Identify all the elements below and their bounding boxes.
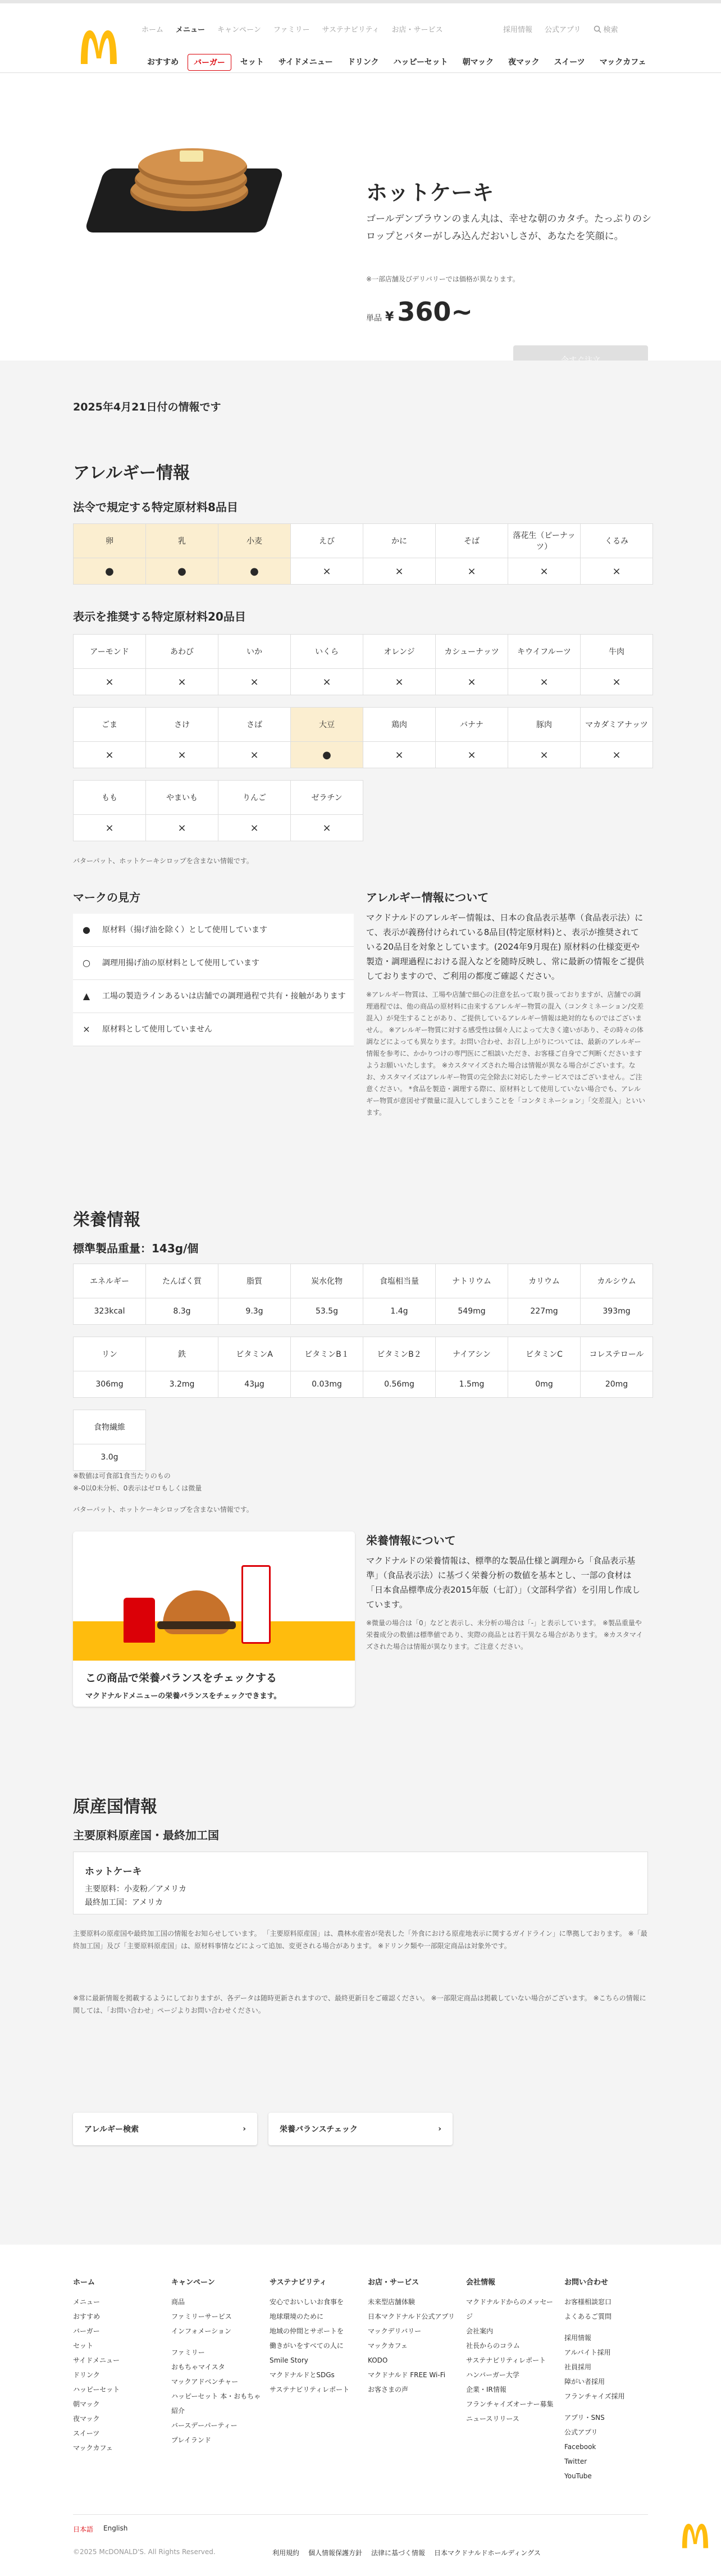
site-footer [0,2245,721,2576]
allergen-mark: ● [218,558,291,585]
allergen-name: 鶏肉 [363,707,436,742]
empty-cell [363,1410,435,1444]
footer-link[interactable]: 社長からのコラム [466,2342,520,2350]
footer-link[interactable]: スイーツ [73,2429,100,2437]
allergen-mark: × [363,668,436,695]
footer-link[interactable]: サステナビリティレポート [466,2356,546,2364]
nutrient-name: コレステロール [580,1337,653,1371]
burger-patty [157,1621,236,1629]
footer-link[interactable]: お客さまの声 [368,2386,409,2393]
nutrient-name: 食塩相当量 [363,1264,436,1298]
nutrient-value: 0mg [508,1371,581,1398]
nutrition-check-button[interactable] [268,2113,453,2145]
empty-cell [145,1410,218,1444]
nutrition-about [366,1531,647,1653]
nutrient-name: リン [73,1337,146,1371]
cat-night[interactable]: 夜マック [508,58,540,67]
footer-link[interactable]: ドリンク [73,2371,100,2379]
nutrient-value: 0.03mg [290,1371,363,1398]
nutrient-value: 20mg [580,1371,653,1398]
nutrient-value: 43μg [218,1371,291,1398]
card-subtitle: マクドナルドメニューの栄養バランスをチェックできます。 [85,1692,281,1700]
nutrition-title: 栄養情報 [73,1210,140,1230]
allergen-mark: × [218,741,291,768]
allergen-mark: × [435,558,508,585]
footer-link[interactable]: セット [73,2342,94,2350]
nutrient-value: 549mg [435,1298,508,1325]
category-nav [142,54,652,71]
legend-item [73,1013,354,1046]
footer-link[interactable] [564,2324,657,2331]
product-title: ホットケーキ [366,180,494,205]
allergen-mark: × [145,814,218,841]
cat-side[interactable]: サイドメニュー [278,58,333,67]
allergen-mark: × [363,741,436,768]
empty-cell [435,1410,508,1444]
nutrition-note-1: ※数値は可食部1食当たりのもの [73,1472,171,1480]
footer-link[interactable]: 夜マック [73,2415,100,2423]
allergy-about-notes: ※アレルギー物質は、工場や店舗で細心の注意を払って取り扱っておりますが、店舗での調理過程では、他の商品の原材料に由来するアレルギー物質の混入（コンタミネーション/交差混入）が発生することがあり、ご提供しているアレルギー情報は絶対的なものではございません。 ※アレルギー物質に対する感受性は個々人によって大きく違いがあり、その時々の体調などによっても異なります。お問い合わせ、お召し上がりについては、最新のアレルギー情報を参考に、かかりつけの専門医にご相談いただき、お客様ご自身でご判断くださいますようお願いいたします。 ※カスタマイズされた場合は情報が異なる場合がございます。なお、カスタマイズはアレルギー物質の完全除去に対応したサービスではございません。ご注意ください。 *食品を製造・調理する際に、原材料として使用していない場合でも、アレルギー物質が意図せず微量に混入してしまうことを「コンタミネーション」「交差混入」といいます。 [366,991,646,1116]
nutrient-name: たんぱく質 [145,1264,218,1298]
footer-link[interactable]: 日本マクドナルド公式アプリ [368,2313,455,2320]
top-nav-home[interactable]: ホーム [142,26,164,34]
top-nav-campaign[interactable]: キャンペーン [217,26,261,34]
footer-column [73,2276,166,2455]
footer-column [270,2276,362,2397]
nutrition-about-title: 栄養情報について [366,1534,456,1547]
allergen-name: 落花生（ピーナッツ） [508,523,581,558]
empty-cell [580,1410,652,1444]
drink-illustration [241,1565,271,1644]
footer-link[interactable]: 安心でおいしいお食事を [270,2298,344,2306]
allergen-name: 乳 [145,523,218,558]
footer-link[interactable]: マックデリバリー [368,2327,422,2335]
empty-cell [290,1410,363,1444]
nutrient-value: 1.4g [363,1298,436,1325]
allergy-row [73,634,652,695]
allergen-mark: × [508,668,581,695]
nutrient-value: 323kcal [73,1298,146,1325]
allergen-name: さけ [145,707,218,742]
origin-final: 最終加工国：アメリカ [85,1898,163,1907]
footer-link[interactable]: 地球環境のために [270,2313,324,2320]
top-right-links [503,24,618,34]
footer-link[interactable]: よくあるご質問 [564,2313,612,2320]
allergen-name: マカダミアナッツ [580,707,653,742]
nutrient-name: ナイアシン [435,1337,508,1371]
chevron-right-icon: › [243,2124,246,2133]
allergen-name: もも [73,780,146,815]
legend-text: 原材料として使用していません [102,1025,212,1034]
footer-link[interactable]: 朝マック [73,2400,100,2408]
footer-link[interactable]: ニュースリリース [466,2415,519,2423]
allergy-about [366,888,647,1119]
footer-link[interactable]: おすすめ [73,2313,101,2320]
legend-text: 工場の製造ラインあるいは店舗での調理過程で共有・接触があります [102,992,346,1001]
footer-link[interactable] [564,2404,657,2410]
footer-column-title[interactable]: キャンペーン [171,2278,215,2287]
top-nav-menu[interactable]: メニュー [176,26,206,34]
footer-link[interactable]: Facebook [564,2443,596,2451]
nutrient-value: 9.3g [218,1298,291,1325]
nutrition-table [73,1264,652,1483]
product-hero [0,73,721,361]
allergen-name: 牛肉 [580,634,653,669]
allergy-recommended-title: 表示を推奨する特定原材料20品目 [73,610,246,623]
allergen-mark: × [73,814,146,841]
footer-link[interactable]: アルバイト採用 [564,2349,611,2356]
allergy-row [73,780,652,841]
nutrient-name: 炭水化物 [290,1264,363,1298]
search-button[interactable] [594,24,618,34]
top-nav [142,24,442,34]
nutrition-note-2: ※-0以0未分析、0表示はゼロもしくは微量 [73,1484,202,1492]
footer-link[interactable]: お客様相談窓口 [564,2298,612,2306]
allergen-name: ごま [73,707,146,742]
footer-column-title[interactable]: 会社情報 [466,2278,496,2287]
cat-sweets[interactable]: スイーツ [554,58,585,67]
nutrient-name: ビタミンC [508,1337,581,1371]
allergen-name: さば [218,707,291,742]
allergy-search-button[interactable] [73,2113,257,2145]
nutrition-check-label: 栄養バランスチェック [280,2125,358,2134]
allergen-mark: × [290,558,363,585]
footer-link[interactable]: ハッピーセット 本・おもちゃ紹介 [171,2392,261,2415]
allergen-name: オレンジ [363,634,436,669]
allergen-name: かに [363,523,436,558]
origin-subtitle: 主要原料原産国・最終加工国 [73,1829,219,1842]
allergy-title: アレルギー情報 [73,463,190,483]
allergen-name: 卵 [73,523,146,558]
footer-column [564,2276,657,2483]
nutrient-value: 3.2mg [145,1371,218,1398]
footer-link[interactable]: 公式アプリ [564,2428,598,2436]
footer-link[interactable]: バースデーパーティー [171,2422,238,2429]
nutrient-name: ビタミンB２ [363,1337,436,1371]
footer-link[interactable]: バーガー [73,2327,100,2335]
nutrition-row [73,1264,652,1324]
chevron-right-icon: › [438,2124,441,2133]
card-title: この商品で栄養バランスをチェックする [85,1672,277,1684]
allergen-name: いか [218,634,291,669]
footer-column-title[interactable]: サステナビリティ [270,2278,327,2287]
nutrition-row [73,1410,652,1470]
allergen-mark: × [508,558,581,585]
nutrient-name: 鉄 [145,1337,218,1371]
footer-link[interactable]: 地域の仲間とサポートを [270,2327,344,2335]
nutrition-balance-card[interactable] [73,1531,355,1707]
site-header [0,0,721,73]
allergen-name: ゼラチン [290,780,363,815]
legal-links [272,2548,541,2557]
legend-text: 調理用揚げ油の原材料として使用しています [102,959,259,968]
footer-link[interactable]: インフォメーション [171,2327,231,2335]
footer-link[interactable]: 社員採用 [564,2363,592,2371]
allergen-name: バナナ [435,707,508,742]
allergen-mark: × [218,668,291,695]
footer-link[interactable]: マックカフェ [73,2444,113,2452]
footer-link[interactable]: マクドナルドとSDGs [270,2371,335,2379]
allergen-mark: × [218,814,291,841]
allergen-name: カシューナッツ [435,634,508,669]
allergy-about-text: マクドナルドのアレルギー情報は、日本の食品表示基準（食品表示法）にて、表示が義務付けられている8品目(特定原材料)と、表示が推奨されている20品目を対象としています。(2024年9月現在) 原材料の仕様変更や製造・調理過程における混入などを随時反映し、常に最新の情報をご提供しておりますので、ご利用の都度ご確認ください。 [366,913,645,981]
footer-column-title[interactable]: お店・サービス [368,2278,419,2287]
legend-symbol: × [83,1024,90,1034]
nutrition-about-text: マクドナルドの栄養情報は、標準的な製品仕様と調理から「食品表示基準」（食品表示法）に基づく栄養分析の数値を基本とし、一部の食材は「日本食品標準成分表2015年版（七訂）」（文部科学省）を引用し作成しています。 [366,1556,641,1610]
footer-link[interactable]: 働きがいをすべての人に [270,2342,344,2350]
footer-link[interactable]: 障がい者採用 [564,2378,605,2386]
allergen-mark: × [580,558,653,585]
allergen-mark: × [508,741,581,768]
top-nav-family[interactable]: ファミリー [273,26,310,34]
footer-link[interactable]: マックアドベンチャー [171,2378,239,2386]
fries-illustration [124,1598,155,1643]
allergen-name: あわび [145,634,218,669]
cat-recommended[interactable]: おすすめ [147,58,179,67]
origin-product: ホットケーキ [85,1866,142,1877]
empty-cell [218,1410,290,1444]
allergen-mark: ● [290,741,363,768]
footer-link[interactable]: KODO [368,2356,388,2364]
footer-link[interactable]: Smile Story [270,2356,308,2364]
footer-link[interactable]: ファミリー [171,2349,205,2356]
language-switch [73,2524,127,2534]
footer-link[interactable]: ファミリーサービス [171,2313,232,2320]
empty-cell [363,780,435,814]
lang-en[interactable]: English [103,2524,128,2532]
nutrition-about-notes: ※微量の場合は「0」などと表示し、未分析の場合は「-」と表示しています。 ※製品重量や栄養成分の数値は標準値であり、実際の商品とは若干異なる場合があります。 ※カスタマイズされた場合は情報が異なります。ご注意ください。 [366,1619,643,1651]
empty-cell [435,780,508,814]
nutrition-footnote: バターパット、ホットケーキシロップを含まない情報です。 [73,1506,253,1513]
origin-notes: 主要原料の原産国や最終加工国の情報をお知らせしています。 「主要原料原産国」は、農林水産省が発表した「外食における原産地表示に関するガイドライン」に準拠しております。 ※「最終加工国」及び「主要原料原産国」は、原材料事情などによって追加、変更される場合があります。 ※ドリンク類や一部限定商品は対象外です。 [73,1930,647,1950]
cat-burger[interactable]: バーガー [188,54,231,71]
nutrition-notes [73,1470,253,1516]
legal-privacy[interactable]: 個人情報保護方針 [308,2549,363,2557]
footer-link[interactable]: 企業・IR情報 [466,2386,506,2393]
empty-cell [508,780,580,814]
footer-link[interactable]: マクドナルド FREE Wi-Fi [368,2371,446,2379]
legend-title: マークの見方 [73,891,140,904]
nutrient-value: 393mg [580,1298,653,1325]
nutrient-name: エネルギー [73,1264,146,1298]
nutrient-name: カルシウム [580,1264,653,1298]
nutrient-name: ナトリウム [435,1264,508,1298]
allergy-required-table [73,523,652,584]
allergen-name: りんご [218,780,291,815]
price-note: ※一部店舗及びデリバリーでは価格が異なります。 [366,275,519,283]
allergy-row [73,707,652,768]
app-link[interactable]: 公式アプリ [545,26,581,34]
footer-link[interactable]: 会社案内 [466,2327,494,2335]
product-description: ゴールデンブラウンのまん丸は、幸せな朝のカタチ。たっぷりのシロップとバターがしみ込んだおいしさが、あなたを笑顔に。 [366,213,652,242]
price-block [366,297,473,327]
footer-link[interactable]: YouTube [564,2472,592,2480]
legal-law[interactable]: 法律に基づく情報 [371,2549,426,2557]
footer-divider [73,2514,648,2515]
allergen-name: くるみ [580,523,653,558]
allergen-mark: × [145,668,218,695]
footer-link[interactable]: 商品 [171,2298,185,2306]
allergen-mark: × [73,668,146,695]
price-value: 360~ [397,297,473,327]
legend-symbol: ● [83,924,90,935]
nutrient-name: 食物繊維 [73,1410,146,1444]
nutrient-value: 0.56mg [363,1371,436,1398]
footer-link[interactable]: フランチャイズオーナー募集 [466,2400,554,2408]
footer-column-title[interactable]: ホーム [73,2278,95,2287]
origin-main: 主要原料：小麦粉／アメリカ [85,1885,187,1894]
allergen-mark: × [363,558,436,585]
allergen-name: 小麦 [218,523,291,558]
price-label: 単品 [366,314,382,323]
cat-mccafe[interactable]: マックカフェ [599,58,646,67]
nutrient-value: 1.5mg [435,1371,508,1398]
info-date: 2025年4月21日付の情報です [73,401,221,413]
allergy-required-title: 法令で規定する特定原材料8品目 [73,500,238,514]
legend-list [73,914,354,1046]
allergen-name: そば [435,523,508,558]
allergy-search-label: アレルギー検索 [84,2125,139,2134]
footer-column [171,2276,264,2447]
footer-mcdonalds-logo[interactable] [681,2523,710,2548]
footer-link[interactable]: アプリ・SNS [564,2414,605,2422]
footer-column [368,2276,460,2397]
allergen-mark: × [435,668,508,695]
footer-link[interactable]: ハンバーガー大学 [466,2371,519,2379]
legal-holdings[interactable]: 日本マクドナルドホールディングス [434,2549,541,2557]
origin-bottom-notes: ※常に最新情報を掲載するようにしておりますが、各データは随時更新されますので、最終更新日をご確認ください。 ※一部限定商品は掲載していない場合がございます。 ※こちらの情報に関しては、「お問い合わせ」ページよりお問い合わせください。 [73,1994,646,2014]
nutrient-value: 306mg [73,1371,146,1398]
footer-link[interactable]: サイドメニュー [73,2356,120,2364]
footer-link[interactable]: 未来型店舗体験 [368,2298,416,2306]
cat-drink[interactable]: ドリンク [347,58,379,67]
legend-text: 原材料（揚げ油を除く）として使用しています [102,925,267,934]
nutrient-name: ビタミンB１ [290,1337,363,1371]
cat-set[interactable]: セット [240,58,264,67]
lang-ja[interactable]: 日本語 [73,2525,94,2533]
nutrition-weight: 標準製品重量：143g/個 [73,1242,199,1255]
footer-link[interactable]: 採用情報 [564,2334,592,2342]
allergen-name: 豚肉 [508,707,581,742]
legend-item [73,980,354,1013]
origin-box [73,1852,648,1914]
footer-link[interactable]: サステナビリティレポート [270,2386,350,2393]
allergen-mark: ● [73,558,146,585]
legal-terms[interactable]: 利用規約 [272,2549,300,2557]
nutrient-value: 8.3g [145,1298,218,1325]
empty-cell [580,780,652,814]
allergen-mark: × [435,741,508,768]
footer-column [466,2276,559,2426]
allergen-name: 大豆 [290,707,363,742]
allergy-recommended-table [73,634,652,853]
nutrient-value: 227mg [508,1298,581,1325]
allergen-name: えび [290,523,363,558]
top-nav-store[interactable]: お店・サービス [391,26,443,34]
nutrient-name: 脂質 [218,1264,291,1298]
legend-symbol: ▲ [83,991,90,1001]
footer-column-title[interactable]: お問い合わせ [564,2278,609,2287]
footer-link[interactable]: ハッピーセット [73,2386,120,2393]
cat-happyset[interactable]: ハッピーセット [393,58,448,67]
allergy-footnote: バターパット、ホットケーキシロップを含まない情報です。 [73,857,253,865]
legend-item [73,914,354,947]
allergen-name: キウイフルーツ [508,634,581,669]
footer-link[interactable]: Twitter [564,2458,587,2465]
footer-link[interactable]: プレイランド [171,2436,211,2444]
allergen-name: いくら [290,634,363,669]
butter-pat [180,151,203,162]
copyright: ©2025 McDONALD'S. All Rights Reserved. [73,2548,216,2556]
origin-title: 原産国情報 [73,1797,157,1817]
footer-link[interactable]: マックカフェ [368,2342,408,2350]
nutrient-name: ビタミンA [218,1337,291,1371]
search-label: 検索 [603,26,618,34]
allergen-mark: ● [145,558,218,585]
allergen-mark: × [290,668,363,695]
allergen-mark: × [73,741,146,768]
price-currency: ¥ [385,310,394,324]
footer-link[interactable]: マクドナルドからのメッセージ [466,2298,553,2320]
nutrient-value: 53.5g [290,1298,363,1325]
allergen-mark: × [580,668,653,695]
footer-link[interactable]: フランチャイズ採用 [564,2392,625,2400]
allergen-mark: × [580,741,653,768]
recruit-link[interactable]: 採用情報 [503,26,533,34]
footer-link[interactable]: おもちゃマイスタ [171,2363,225,2371]
allergen-name: アーモンド [73,634,146,669]
nutrition-row [73,1337,652,1397]
legend-symbol: ○ [83,958,90,968]
cat-breakfast[interactable]: 朝マック [462,58,494,67]
legend-item [73,947,354,980]
empty-cell [508,1410,580,1444]
info-section [0,361,721,2245]
allergy-about-title: アレルギー情報について [366,891,489,904]
allergen-name: やまいも [145,780,218,815]
allergen-mark: × [145,741,218,768]
footer-link[interactable]: メニュー [73,2298,101,2306]
search-icon [594,25,601,33]
mcdonalds-logo[interactable] [79,29,119,64]
nutrient-value: 3.0g [73,1444,146,1471]
top-nav-sustainability[interactable]: サステナビリティ [322,26,380,34]
nutrient-name: カリウム [508,1264,581,1298]
allergen-mark: × [290,814,363,841]
footer-link[interactable] [171,2338,264,2345]
